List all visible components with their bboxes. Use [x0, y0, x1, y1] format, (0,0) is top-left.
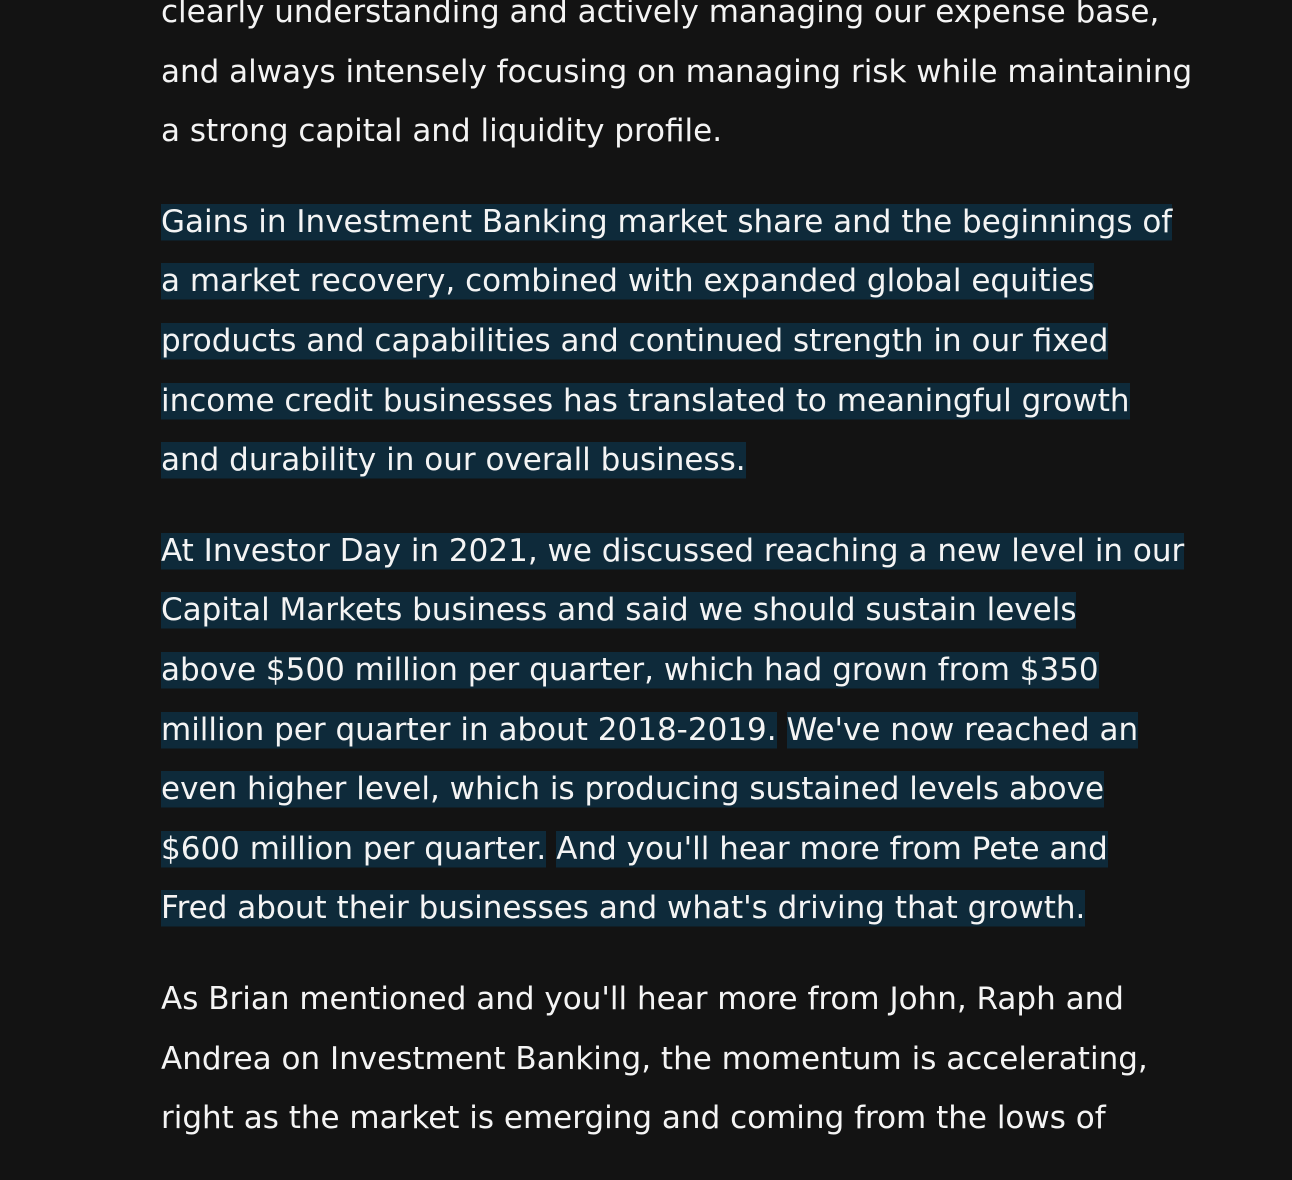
highlighted-paragraph[interactable] — [161, 193, 1241, 491]
text-line — [161, 522, 1241, 582]
highlighted-sentence[interactable]: million per quarter in about 2018-2019. — [161, 711, 777, 748]
text-line — [161, 879, 1241, 939]
highlighted-sentence[interactable]: even higher level, which is producing sustained levels above — [161, 771, 1105, 808]
highlighted-sentence[interactable]: above $500 million per quarter, which had grown from $350 — [161, 651, 1099, 688]
highlighted-paragraph[interactable] — [161, 522, 1241, 939]
text-line — [161, 372, 1241, 432]
text-line: clearly understanding and actively managing our expense base, — [161, 0, 1160, 30]
text-line: and always intensely focusing on managing risk while maintaining — [161, 53, 1193, 90]
highlighted-sentence[interactable]: We've now reached an — [786, 711, 1139, 748]
highlighted-sentence[interactable]: products and capabilities and continued strength in our fixed — [161, 322, 1109, 359]
text-line — [161, 760, 1241, 820]
highlighted-sentence[interactable]: $600 million per quarter. — [161, 830, 547, 867]
transcript-text — [161, 0, 1241, 1180]
highlighted-sentence[interactable]: Fred about their businesses and what's driving that growth. — [161, 890, 1086, 927]
highlighted-sentence[interactable]: At Investor Day in 2021, we discussed reaching a new level in our — [161, 532, 1185, 569]
highlighted-sentence[interactable]: Capital Markets business and said we should sustain levels — [161, 592, 1077, 629]
text-line — [161, 641, 1241, 701]
paragraph — [161, 0, 1241, 162]
text-line — [161, 431, 1241, 491]
text-line — [161, 252, 1241, 312]
text-line — [161, 820, 1241, 880]
text-line — [161, 701, 1241, 761]
text-line: a strong capital and liquidity profile. — [161, 113, 723, 150]
text-line: As Brian mentioned and you'll hear more from John, Raph and — [161, 980, 1124, 1017]
text-line — [161, 312, 1241, 372]
text-line — [161, 581, 1241, 641]
highlighted-sentence[interactable]: a market recovery, combined with expanded global equities — [161, 263, 1095, 300]
highlighted-sentence[interactable]: income credit businesses has translated to meaningful growth — [161, 382, 1130, 419]
highlighted-sentence[interactable]: and durability in our overall business. — [161, 442, 746, 479]
text-line — [161, 193, 1241, 253]
text-line: right as the market is emerging and coming from the lows of — [161, 1100, 1106, 1137]
highlighted-sentence[interactable]: And you'll hear more from Pete and — [556, 830, 1108, 867]
highlighted-sentence[interactable]: Gains in Investment Banking market share and the beginnings of — [161, 203, 1173, 240]
paragraph — [161, 970, 1241, 1149]
text-line: Andrea on Investment Banking, the momentum is accelerating, — [161, 1040, 1148, 1077]
